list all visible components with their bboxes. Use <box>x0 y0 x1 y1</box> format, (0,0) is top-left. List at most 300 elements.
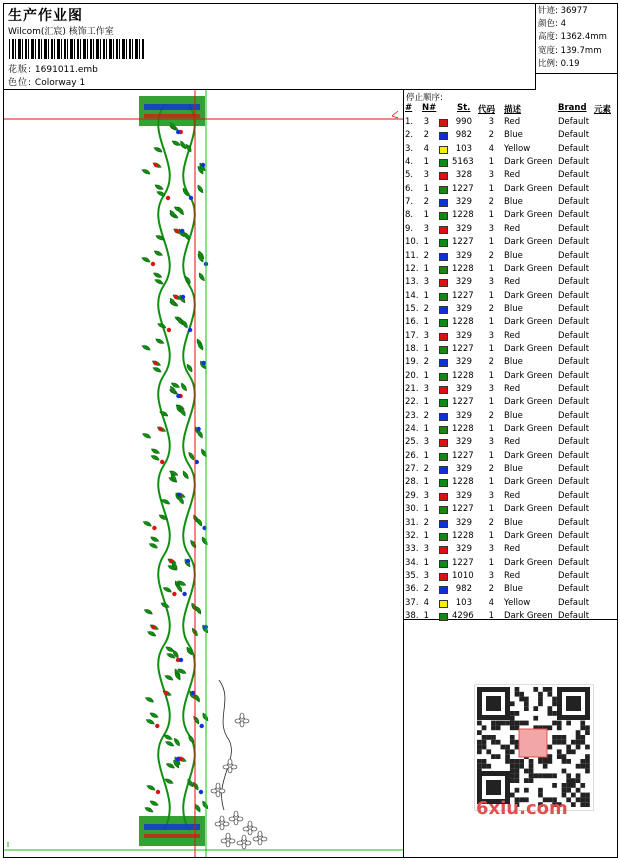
row-needle: 1 <box>423 504 429 515</box>
qr-module <box>552 740 557 745</box>
qr-module <box>548 759 553 764</box>
row-brand: Default <box>558 143 590 154</box>
row-num: 4. <box>405 157 414 168</box>
berry-icon <box>182 592 186 596</box>
leaf-icon <box>193 715 200 725</box>
leaf-icon <box>152 365 161 374</box>
sequence-row <box>404 197 617 210</box>
sequence-row <box>404 157 617 170</box>
qr-module <box>538 759 543 764</box>
row-brand: Default <box>558 544 590 555</box>
row-stitches: 329 <box>455 410 472 421</box>
row-code: 1 <box>488 343 494 354</box>
qr-module <box>538 692 543 697</box>
row-stitches: 1228 <box>452 317 474 328</box>
qr-module <box>538 773 543 778</box>
leaf-icon <box>188 451 195 461</box>
row-needle: 4 <box>423 597 429 608</box>
stat-label: 高度: <box>538 32 558 43</box>
row-num: 30. <box>405 504 419 515</box>
row-description: Dark Green <box>504 290 553 301</box>
leaf-icon <box>188 734 195 744</box>
row-description: Dark Green <box>504 183 553 194</box>
colorway-label: 色位: <box>8 78 33 88</box>
qr-module <box>552 735 557 740</box>
row-code: 1 <box>488 370 494 381</box>
subtitle: Wilcom(汇宸) 核饰工作室 <box>8 27 114 37</box>
berry-icon <box>176 130 180 134</box>
design-name-row <box>8 62 98 75</box>
row-description: Yellow <box>504 597 531 608</box>
row-code: 3 <box>488 490 494 501</box>
qr-module <box>538 697 543 702</box>
row-description: Dark Green <box>504 370 553 381</box>
row-stitches: 328 <box>455 170 472 181</box>
row-num: 35. <box>405 570 419 581</box>
row-needle: 3 <box>423 384 429 394</box>
row-num: 28. <box>405 477 419 488</box>
row-needle: 2 <box>423 197 429 208</box>
qr-module <box>491 740 496 745</box>
leaf-icon <box>142 431 151 440</box>
header-block <box>4 4 536 90</box>
sequence-row <box>404 277 617 290</box>
row-code: 2 <box>488 464 494 475</box>
row-brand: Default <box>558 530 590 541</box>
qr-module <box>510 793 515 798</box>
qr-module <box>571 802 576 807</box>
row-brand: Default <box>558 157 590 168</box>
sequence-row <box>404 397 617 410</box>
row-stitches: 1227 <box>452 183 474 194</box>
row-num: 17. <box>405 330 419 341</box>
sequence-row <box>404 264 617 277</box>
berry-icon <box>189 196 193 200</box>
qr-module <box>585 769 590 774</box>
row-description: Dark Green <box>504 477 553 488</box>
color-swatch <box>439 506 448 514</box>
page-title: 生产作业图 <box>8 8 83 24</box>
qr-module <box>482 735 487 740</box>
row-brand: Default <box>558 117 590 127</box>
row-brand: Default <box>558 250 590 261</box>
sequence-row <box>404 224 617 237</box>
color-swatch <box>439 520 448 528</box>
row-code: 1 <box>488 237 494 248</box>
row-num: 37. <box>405 597 419 608</box>
qr-module <box>486 764 491 769</box>
row-num: 1. <box>405 117 414 127</box>
sequence-row <box>404 357 617 370</box>
row-stitches: 4296 <box>452 610 474 621</box>
qr-module <box>510 711 515 716</box>
row-code: 1 <box>488 424 494 435</box>
row-num: 20. <box>405 370 419 381</box>
qr-module <box>548 773 553 778</box>
qr-module <box>580 735 585 740</box>
qr-module <box>515 769 520 774</box>
color-swatch <box>439 399 448 407</box>
row-needle: 1 <box>423 237 429 248</box>
qr-module <box>477 721 482 726</box>
leaf-icon <box>164 673 173 682</box>
qr-module <box>576 735 581 740</box>
qr-module <box>510 701 515 706</box>
row-code: 1 <box>488 210 494 221</box>
color-swatch <box>439 586 448 594</box>
berry-icon <box>174 295 178 299</box>
stat-label: 颜色: <box>538 19 558 30</box>
sequence-header <box>404 103 617 115</box>
qr-module <box>562 759 567 764</box>
row-num: 34. <box>405 557 419 568</box>
row-code: 2 <box>488 130 494 141</box>
sequence-row <box>404 584 617 597</box>
row-num: 16. <box>405 317 419 328</box>
sequence-row <box>404 437 617 450</box>
qr-module <box>519 759 524 764</box>
row-needle: 1 <box>423 183 429 194</box>
qr-module <box>566 721 571 726</box>
qr-module <box>548 687 553 692</box>
qr-module <box>538 793 543 798</box>
qr-module <box>580 764 585 769</box>
row-stitches: 1010 <box>452 570 474 581</box>
row-brand: Default <box>558 290 590 301</box>
row-brand: Default <box>558 450 590 461</box>
qr-module <box>562 788 567 793</box>
row-needle: 1 <box>423 397 429 408</box>
row-stitches: 1228 <box>452 424 474 435</box>
leaf-icon <box>174 737 181 747</box>
row-description: Red <box>504 570 521 581</box>
design-value: 1691011.emb <box>34 65 98 75</box>
row-needle: 1 <box>423 557 429 568</box>
qr-module <box>515 692 520 697</box>
color-swatch <box>439 319 448 327</box>
row-needle: 1 <box>423 370 429 381</box>
row-num: 14. <box>405 290 419 301</box>
qr-module <box>482 740 487 745</box>
embroidery-preview <box>4 90 403 857</box>
stat-label: 针迹: <box>538 6 558 16</box>
color-swatch <box>439 373 448 381</box>
leaf-icon <box>201 536 208 546</box>
row-description: Dark Green <box>504 450 553 461</box>
row-description: Red <box>504 544 521 555</box>
row-stitches: 103 <box>455 143 472 154</box>
qr-code <box>474 684 594 811</box>
qr-module <box>585 802 590 807</box>
row-code: 2 <box>488 517 494 528</box>
berry-icon <box>156 790 160 794</box>
qr-module <box>515 773 520 778</box>
qr-module <box>524 778 529 783</box>
row-num: 36. <box>405 584 419 595</box>
qr-module <box>524 788 529 793</box>
row-num: 10. <box>405 237 419 248</box>
qr-module <box>491 735 496 740</box>
color-swatch <box>439 493 448 501</box>
row-description: Red <box>504 223 521 234</box>
sequence-row <box>404 571 617 584</box>
qr-module <box>529 759 534 764</box>
color-swatch <box>439 172 448 180</box>
qr-module <box>524 701 529 706</box>
row-description: Dark Green <box>504 210 553 221</box>
row-brand: Default <box>558 130 590 141</box>
qr-module <box>482 745 487 750</box>
row-needle: 1 <box>423 477 429 488</box>
row-code: 1 <box>488 397 494 408</box>
qr-logo-badge <box>519 729 547 757</box>
row-num: 5. <box>405 170 414 181</box>
row-brand: Default <box>558 170 590 181</box>
color-swatch <box>439 426 448 434</box>
row-brand: Default <box>558 557 590 568</box>
qr-module <box>576 745 581 750</box>
qr-module <box>529 778 534 783</box>
stat-row <box>538 18 617 31</box>
row-stitches: 1227 <box>452 343 474 354</box>
row-description: Red <box>504 490 521 501</box>
qr-module <box>477 730 482 735</box>
color-swatch <box>439 533 448 541</box>
stat-row <box>538 5 617 18</box>
stat-value: 4 <box>560 19 566 30</box>
row-description: Red <box>504 330 521 341</box>
sequence-row <box>404 504 617 517</box>
row-code: 3 <box>488 223 494 234</box>
row-num: 23. <box>405 410 419 421</box>
start-arrow-icon <box>392 111 398 118</box>
row-num: 9. <box>405 223 414 234</box>
left-vine <box>158 105 170 830</box>
leaf-icon <box>153 271 162 280</box>
berry-icon <box>154 163 158 167</box>
sequence-row <box>404 130 617 143</box>
color-swatch <box>439 359 448 367</box>
leaf-icon <box>183 231 190 241</box>
qr-module <box>538 701 543 706</box>
row-description: Dark Green <box>504 530 553 541</box>
row-brand: Default <box>558 464 590 475</box>
row-num: 29. <box>405 490 419 501</box>
sequence-row <box>404 598 617 611</box>
row-needle: 2 <box>423 410 429 421</box>
row-stitches: 329 <box>455 490 472 501</box>
colorway-value: Colorway 1 <box>34 78 86 88</box>
color-swatch <box>439 386 448 394</box>
sequence-row <box>404 317 617 330</box>
row-stitches: 329 <box>455 544 472 555</box>
qr-module <box>557 754 562 759</box>
qr-module <box>557 721 562 726</box>
qr-module <box>491 725 496 730</box>
qr-module <box>552 701 557 706</box>
row-needle: 3 <box>423 490 429 501</box>
qr-module <box>580 721 585 726</box>
row-num: 24. <box>405 424 419 435</box>
row-brand: Default <box>558 263 590 274</box>
row-description: Blue <box>504 584 523 595</box>
row-stitches: 1228 <box>452 370 474 381</box>
qr-module <box>543 687 548 692</box>
berry-icon <box>181 295 185 299</box>
berry-icon <box>155 724 159 728</box>
row-code: 3 <box>488 170 494 181</box>
row-code: 3 <box>488 544 494 555</box>
qr-module <box>538 788 543 793</box>
row-num: 32. <box>405 530 419 541</box>
leaf-icon <box>202 800 209 810</box>
leaf-icon <box>144 607 153 616</box>
row-stitches: 1227 <box>452 557 474 568</box>
row-description: Blue <box>504 410 523 421</box>
qr-module <box>566 783 571 788</box>
row-stitches: 1228 <box>452 530 474 541</box>
row-code: 2 <box>488 410 494 421</box>
row-needle: 3 <box>423 277 429 288</box>
row-stitches: 1228 <box>452 263 474 274</box>
qr-module <box>524 706 529 711</box>
leaf-icon <box>182 319 189 329</box>
qr-module <box>533 706 538 711</box>
row-stitches: 982 <box>455 130 472 141</box>
color-swatch <box>439 560 448 568</box>
qr-module <box>477 740 482 745</box>
color-swatch <box>439 453 448 461</box>
leaf-icon <box>146 783 155 792</box>
row-needle: 1 <box>423 263 429 274</box>
qr-module <box>510 716 515 721</box>
qr-module <box>501 745 506 750</box>
row-needle: 2 <box>423 303 429 314</box>
qr-module <box>580 783 585 788</box>
stat-label: 比例: <box>538 58 558 69</box>
berry-icon <box>199 790 203 794</box>
row-num: 13. <box>405 277 419 288</box>
row-needle: 2 <box>423 584 429 595</box>
leaf-icon <box>142 343 151 352</box>
vine-leaves <box>141 121 208 814</box>
row-num: 15. <box>405 303 419 314</box>
color-swatch <box>439 413 448 421</box>
color-swatch <box>439 546 448 554</box>
qr-module <box>529 764 534 769</box>
leaf-icon <box>171 139 180 148</box>
row-description: Red <box>504 277 521 288</box>
qr-module <box>477 745 482 750</box>
watermark-area <box>404 620 617 857</box>
row-needle: 1 <box>423 450 429 461</box>
row-num: 19. <box>405 357 419 368</box>
color-swatch <box>439 439 448 447</box>
sequence-row <box>404 558 617 571</box>
qr-module <box>510 749 515 754</box>
row-brand: Default <box>558 384 590 394</box>
row-needle: 3 <box>423 330 429 341</box>
row-needle: 4 <box>423 143 429 154</box>
qr-module <box>566 759 571 764</box>
qr-finder <box>486 780 501 795</box>
row-needle: 1 <box>423 157 429 168</box>
qr-module <box>566 788 571 793</box>
row-description: Blue <box>504 464 523 475</box>
row-stitches: 329 <box>455 277 472 288</box>
row-needle: 2 <box>423 250 429 261</box>
header-num: # <box>405 103 413 113</box>
row-needle: 3 <box>423 223 429 234</box>
row-code: 1 <box>488 157 494 168</box>
leaf-icon <box>190 539 197 549</box>
leaf-icon <box>198 272 205 282</box>
row-code: 1 <box>488 557 494 568</box>
qr-module <box>533 773 538 778</box>
qr-module <box>548 692 553 697</box>
leaf-icon <box>180 140 187 150</box>
qr-module <box>533 716 538 721</box>
sequence-row <box>404 491 617 504</box>
row-needle: 2 <box>423 357 429 368</box>
sequence-row <box>404 384 617 397</box>
qr-module <box>482 725 487 730</box>
row-num: 8. <box>405 210 414 221</box>
sequence-row <box>404 477 617 490</box>
color-swatch <box>439 159 448 167</box>
qr-module <box>491 754 496 759</box>
row-num: 21. <box>405 384 419 394</box>
qr-finder <box>486 696 501 711</box>
row-brand: Default <box>558 570 590 581</box>
color-swatch <box>439 199 448 207</box>
stat-value: 139.7mm <box>560 45 602 56</box>
row-num: 33. <box>405 544 419 555</box>
qr-module <box>585 745 590 750</box>
row-description: Blue <box>504 130 523 141</box>
sequence-row <box>404 184 617 197</box>
qr-module <box>486 749 491 754</box>
leaf-icon <box>182 470 189 480</box>
qr-module <box>515 788 520 793</box>
qr-module <box>585 759 590 764</box>
qr-module <box>543 759 548 764</box>
qr-module <box>515 721 520 726</box>
row-stitches: 329 <box>455 517 472 528</box>
berry-icon <box>186 559 190 563</box>
qr-module <box>510 778 515 783</box>
leaf-icon <box>196 517 203 527</box>
row-brand: Default <box>558 437 590 448</box>
row-stitches: 329 <box>455 357 472 368</box>
leaf-icon <box>149 799 158 808</box>
qr-module <box>491 721 496 726</box>
sequence-row <box>404 237 617 250</box>
row-stitches: 329 <box>455 464 472 475</box>
qr-module <box>585 797 590 802</box>
row-brand: Default <box>558 517 590 528</box>
row-brand: Default <box>558 490 590 501</box>
qr-module <box>571 783 576 788</box>
row-code: 4 <box>488 597 494 608</box>
berry-icon <box>201 163 205 167</box>
color-swatch <box>439 293 448 301</box>
row-description: Dark Green <box>504 557 553 568</box>
leaf-icon <box>149 711 158 720</box>
row-code: 3 <box>488 277 494 288</box>
leaf-icon <box>149 541 158 550</box>
sequence-row <box>404 344 617 357</box>
